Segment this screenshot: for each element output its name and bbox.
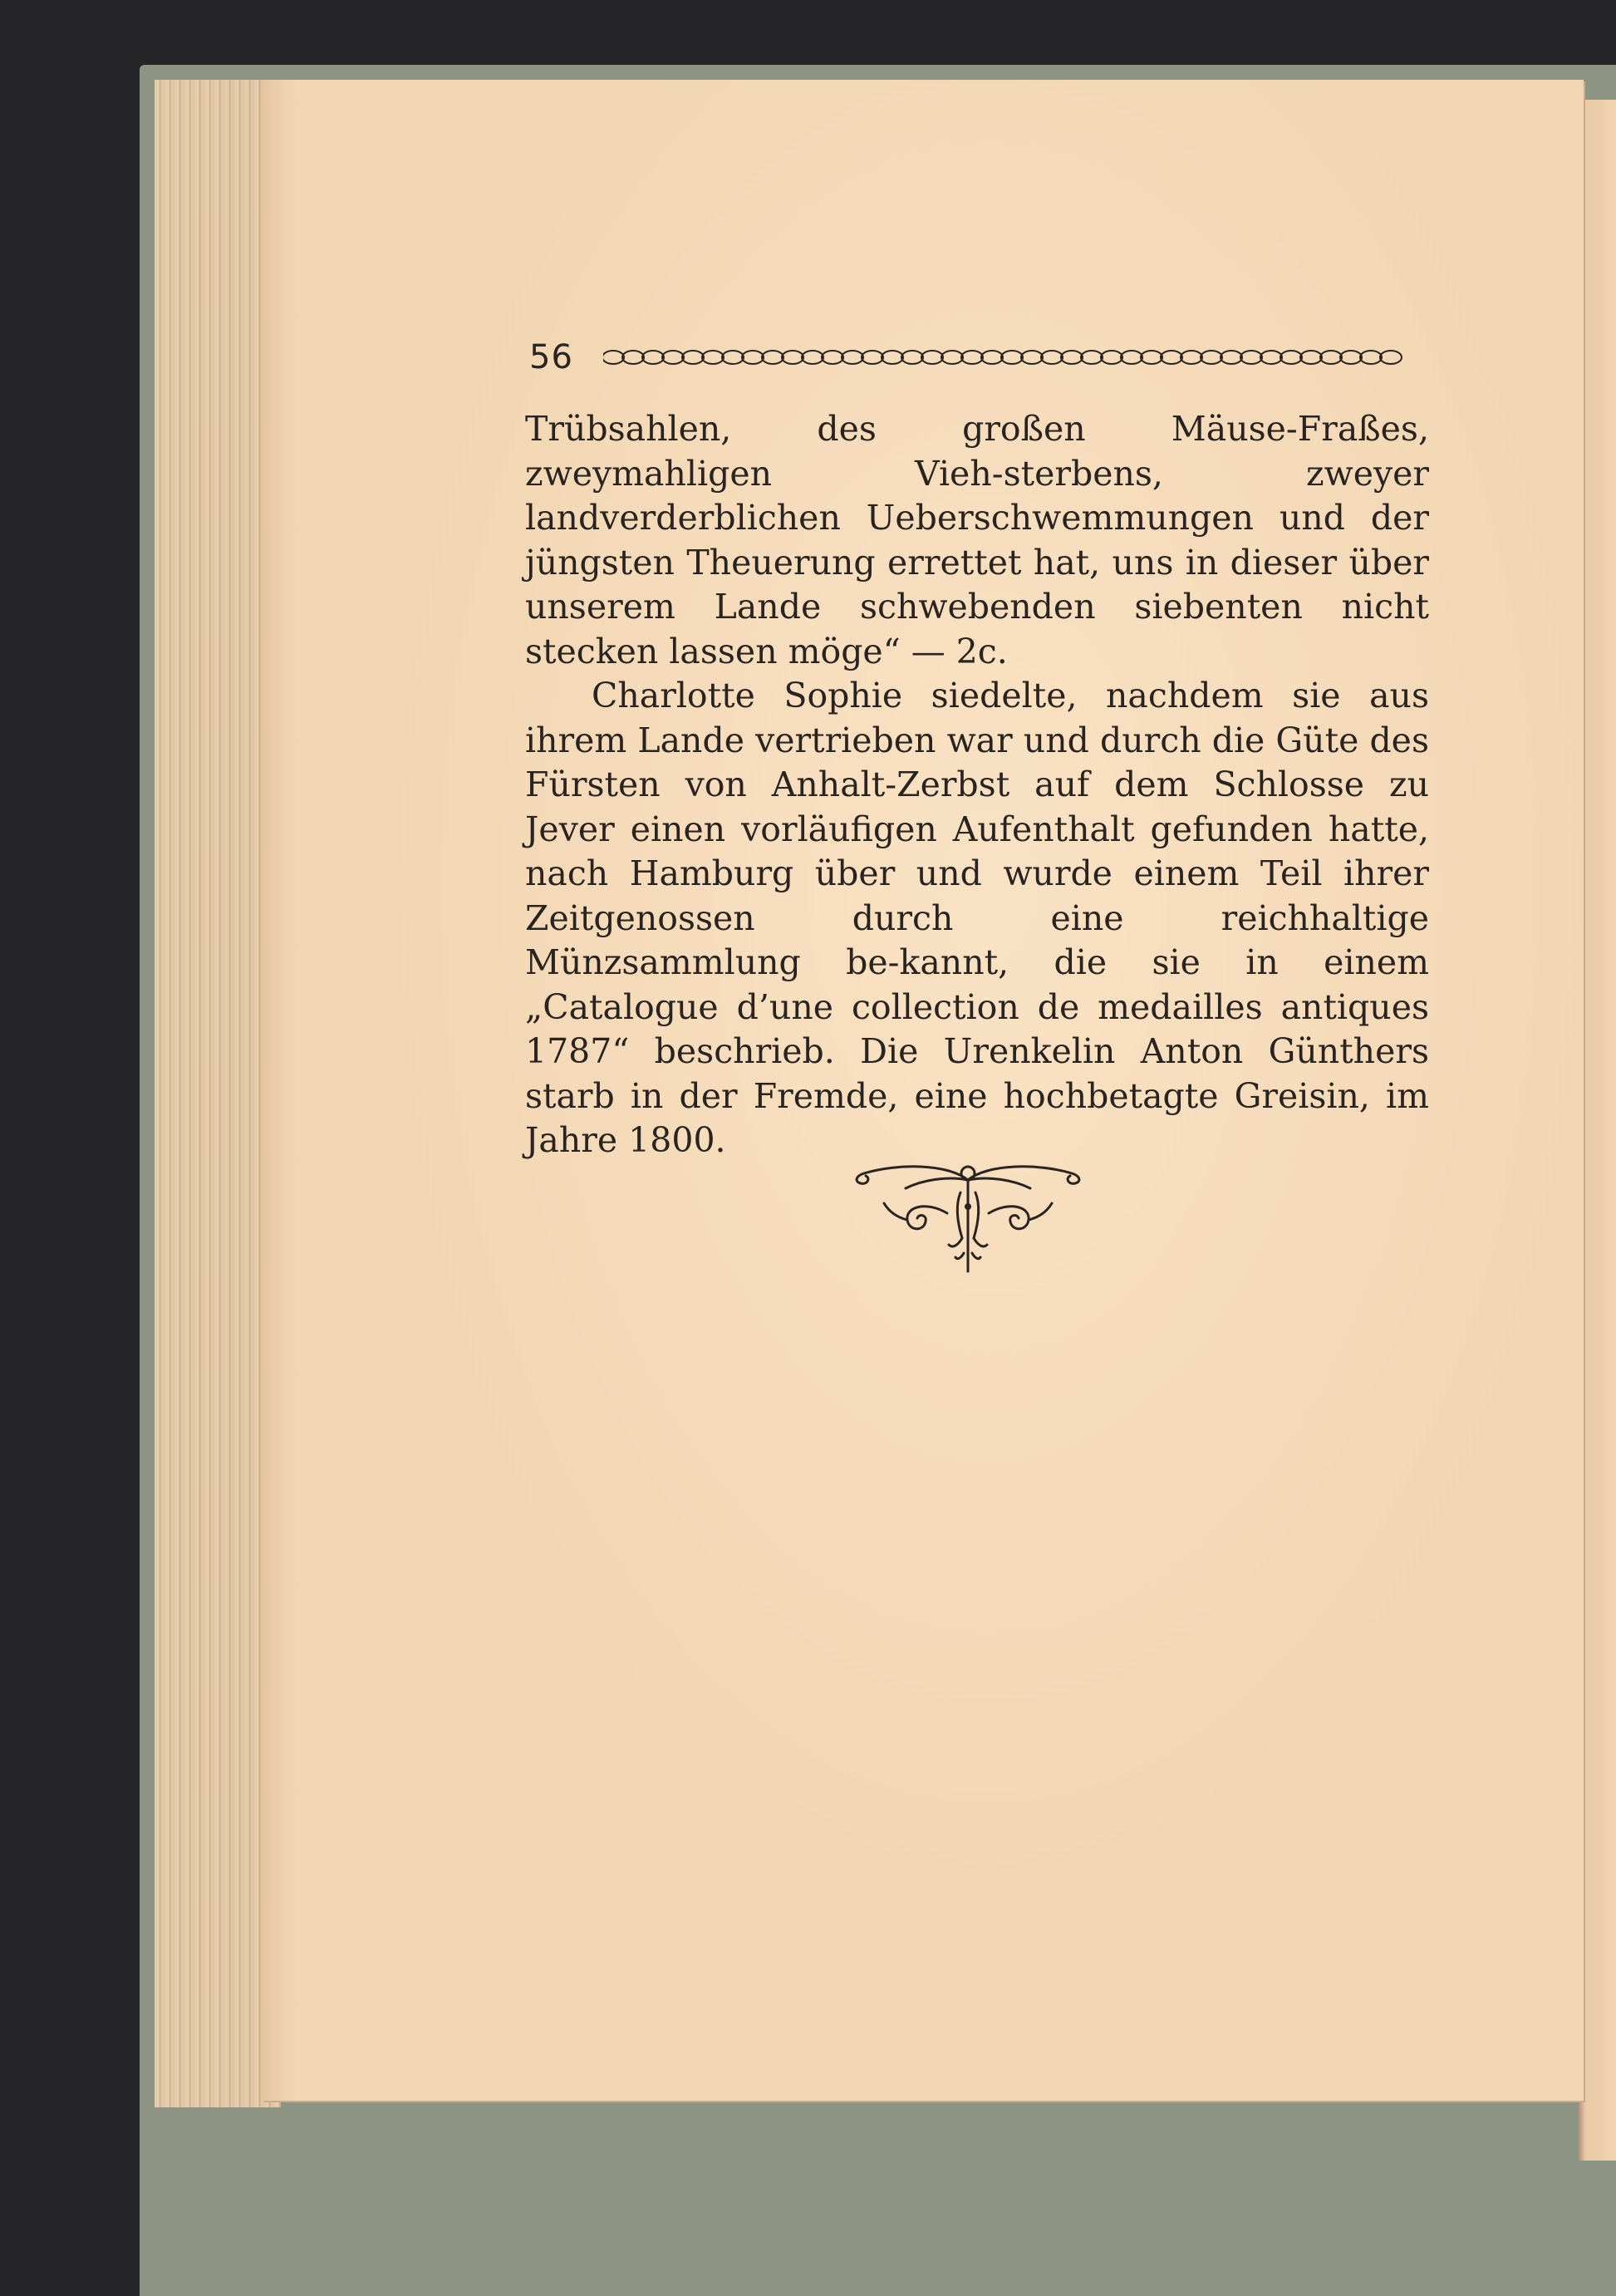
chain-rule-ornament-icon	[603, 345, 1427, 370]
paragraph-charlotte-sophie: Charlotte Sophie siedelte, nachdem sie aus ihrem Lande vertrieben war und durch die Güte des Fürsten von Anhalt-Zerbst auf dem Schlosse zu Jever einen vorläufigen Aufenthalt gefunden hatte, nach Hamburg über und wurde einem Teil ihrer Zeitgenossen durch eine reichhaltige Münzsammlung be-kannt, die sie in einem „Catalogue d’une collection de medailles antiques 1787“ beschrieb. Die Urenkelin Anton Günthers starb in der Fremde, eine hochbetagte Greisin, im Jahre 1800.	[525, 676, 1429, 1160]
body-text	[525, 407, 1429, 1163]
floral-vignette-icon	[847, 1155, 1088, 1280]
page-number: 56	[529, 338, 573, 376]
next-page-edge	[1579, 100, 1616, 2161]
page-header	[529, 332, 1427, 382]
paragraph-continuation: Trübsahlen, des großen Mäuse-Fraßes, zweymahligen Vieh-sterbens, zweyer landverderblichen Ueberschwemmungen und der jüngsten Theuerung errettet hat, uns in dieser über unserem Lande schwebenden siebenten nicht stecken lassen möge“ — 2c.	[525, 409, 1429, 671]
